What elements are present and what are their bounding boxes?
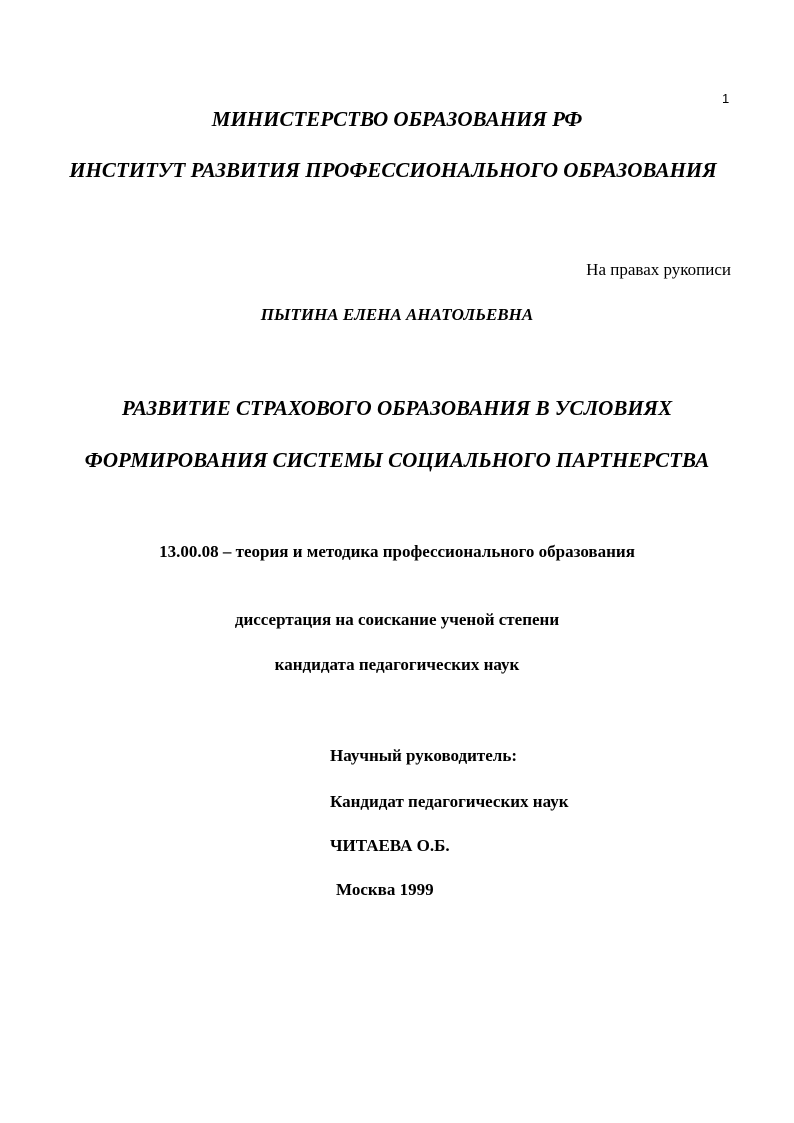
specialty-code: 13.00.08 – теория и методика профессионального образования — [159, 542, 635, 561]
institute-heading: ИНСТИТУТ РАЗВИТИЯ ПРОФЕССИОНАЛЬНОГО ОБРАЗОВАНИЯ — [69, 158, 717, 182]
degree-line-1: диссертация на соискание ученой степени — [234, 610, 560, 629]
ministry-heading: МИНИСТЕРСТВО ОБРАЗОВАНИЯ РФ — [211, 107, 583, 131]
title-line-2: ФОРМИРОВАНИЯ СИСТЕМЫ СОЦИАЛЬНОГО ПАРТНЕРСТВА — [84, 448, 710, 472]
degree-line-2: кандидата педагогических наук — [274, 655, 520, 674]
page-number: 1 — [722, 91, 730, 106]
supervisor-name: ЧИТАЕВА О.Б. — [330, 836, 450, 855]
author-name: ПЫТИНА ЕЛЕНА АНАТОЛЬЕВНА — [260, 305, 534, 324]
supervisor-label: Научный руководитель: — [330, 746, 517, 765]
city-year: Москва 1999 — [336, 880, 434, 899]
title-line-1: РАЗВИТИЕ СТРАХОВОГО ОБРАЗОВАНИЯ В УСЛОВИЯХ — [121, 396, 673, 420]
supervisor-degree: Кандидат педагогических наук — [330, 792, 569, 811]
manuscript-note: На правах рукописи — [586, 260, 731, 279]
